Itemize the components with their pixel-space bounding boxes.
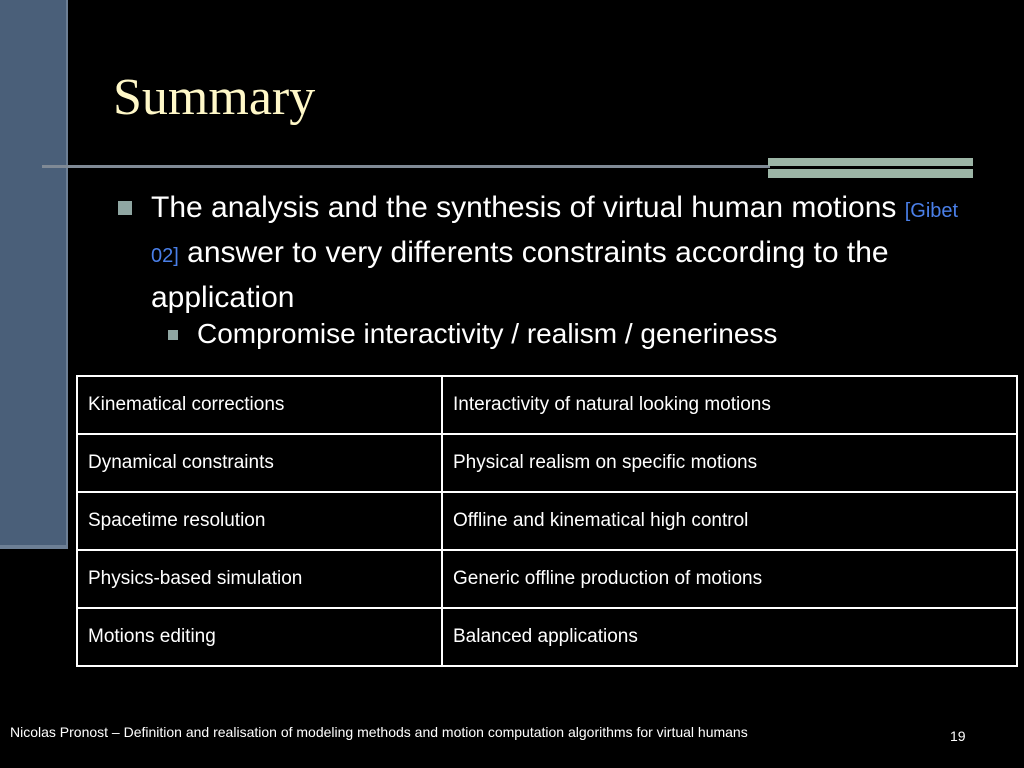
bullet-text-end: answer to very differents constraints according to the application: [151, 236, 889, 314]
table-cell-method: Motions editing: [77, 608, 442, 666]
side-accent-bar-bottom: [0, 545, 68, 549]
side-accent-bar: [0, 0, 66, 545]
sub-bullet-text: Compromise interactivity / realism / generiness: [197, 318, 778, 349]
table-cell-description: Generic offline production of motions: [442, 550, 1017, 608]
table-cell-description: Interactivity of natural looking motions: [442, 376, 1017, 434]
table-row: [77, 376, 1017, 434]
bullet-text-start: The analysis and the synthesis of virtual human motions: [151, 191, 905, 224]
table-cell-method: Kinematical corrections: [77, 376, 442, 434]
title-rule-accent-bottom: [768, 169, 973, 178]
footer-text: Nicolas Pronost – Definition and realisation of modeling methods and motion computation algorithms for virtual humans: [10, 724, 748, 740]
summary-table: [76, 375, 1018, 667]
main-bullet-text: [151, 187, 971, 318]
table-row: [77, 492, 1017, 550]
page-number: 19: [950, 728, 966, 744]
table-row: [77, 608, 1017, 666]
table-row: [77, 550, 1017, 608]
table-row: [77, 434, 1017, 492]
sub-bullet-square-icon: [168, 330, 178, 340]
table-cell-description: Offline and kinematical high control: [442, 492, 1017, 550]
table-cell-method: Dynamical constraints: [77, 434, 442, 492]
bullet-square-icon: [118, 201, 132, 215]
title-rule-accent-top: [768, 158, 973, 166]
table-cell-description: Physical realism on specific motions: [442, 434, 1017, 492]
table-cell-method: Spacetime resolution: [77, 492, 442, 550]
citation: [Gibet 02]: [151, 200, 959, 267]
table-cell-description: Balanced applications: [442, 608, 1017, 666]
table-cell-method: Physics-based simulation: [77, 550, 442, 608]
side-accent-bar-edge: [66, 0, 68, 549]
slide-title: Summary: [113, 69, 316, 126]
title-rule-line: [42, 165, 770, 168]
